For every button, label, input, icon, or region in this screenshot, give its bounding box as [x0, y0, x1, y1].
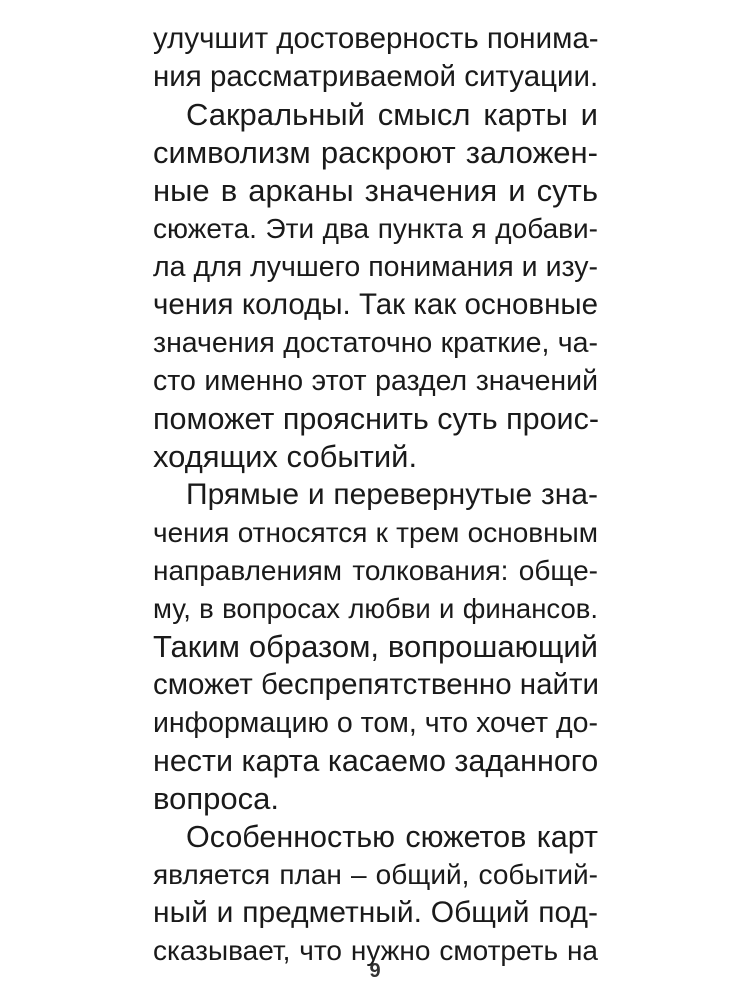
text-line: улучшит достоверность понима- [153, 22, 599, 55]
text-line: сто именно этот раздел значений [153, 365, 598, 397]
paragraph [153, 818, 598, 970]
text-line: является план – общий, событий- [153, 859, 598, 890]
text-line: информацию о том, что хочет до- [153, 707, 598, 739]
text-line: сможет беспрепятственно найти [153, 668, 599, 701]
text-line: ходящих событий. [153, 439, 418, 474]
page-text-body [153, 20, 598, 970]
text-line: му, в вопросах любви и финансов. [153, 593, 598, 624]
text-line: ный и предметный. Общий под- [153, 896, 598, 929]
text-line: значения достаточно краткие, ча- [153, 327, 598, 359]
text-line: вопроса. [153, 781, 279, 816]
text-line: Сакральный смысл карты и [186, 97, 598, 132]
paragraph [153, 96, 598, 476]
text-line: ные в арканы значения и суть [153, 173, 598, 208]
text-line: сюжета. Эти два пункта я добави- [153, 213, 598, 244]
text-line: чения колоды. Так как основные [153, 288, 598, 321]
text-line: ния рассматриваемой ситуации. [153, 60, 599, 93]
page-number: 9 [369, 960, 381, 982]
text-line: символизм раскроют заложен- [153, 135, 598, 170]
text-line: чения относятся к трем основным [153, 517, 598, 548]
text-line: сказывает, что нужно смотреть на [153, 935, 598, 966]
text-line: поможет прояснить суть проис- [153, 402, 600, 436]
paragraph [153, 476, 598, 818]
text-line: направлениям толкования: обще- [153, 555, 598, 586]
text-line: Таким образом, вопрошающий [153, 629, 598, 664]
text-line: ла для лучшего понимания и изу- [153, 251, 598, 283]
text-line: Особенностью сюжетов карт [186, 820, 598, 854]
paragraph [153, 20, 598, 96]
text-line: нести карта касаемо заданного [153, 744, 599, 778]
text-line: Прямые и перевернутые зна- [186, 478, 598, 511]
